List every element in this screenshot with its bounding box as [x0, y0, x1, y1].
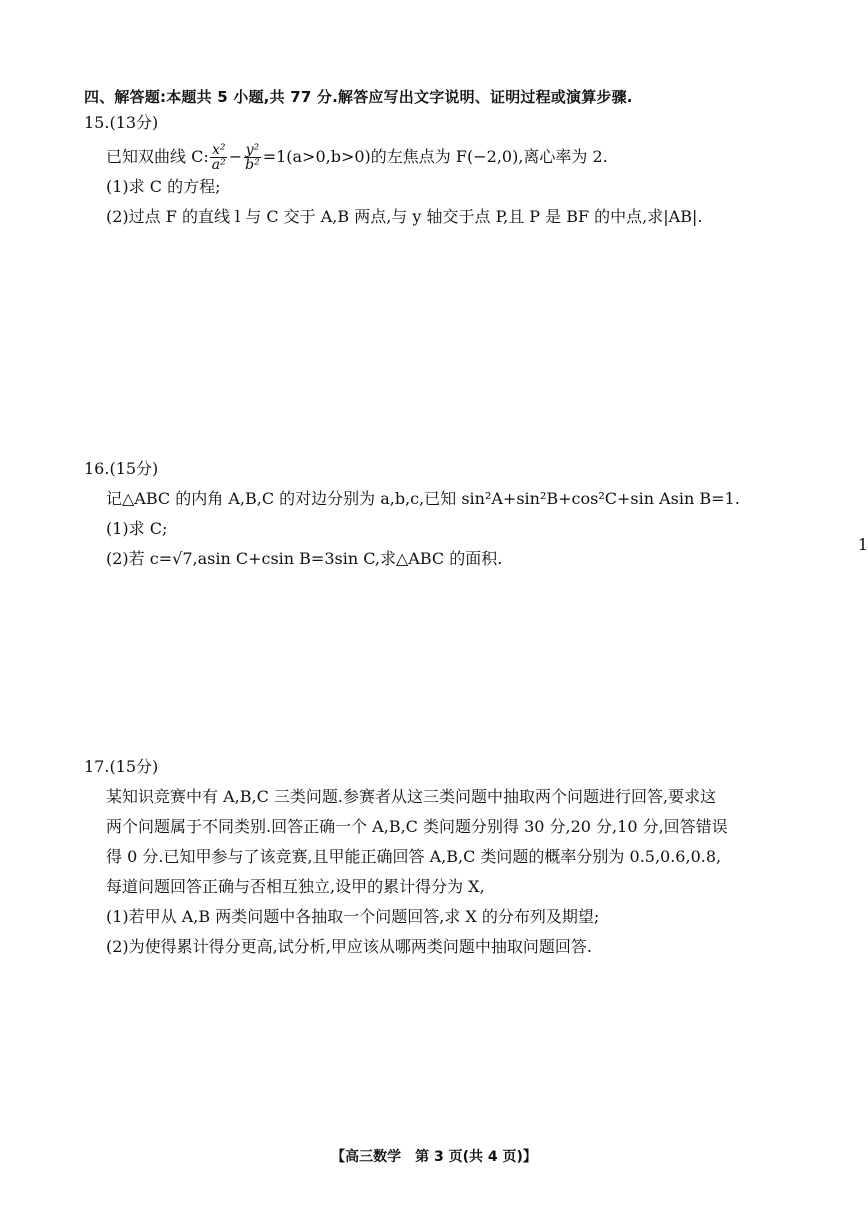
question-17-part-2: (2)为使得累计得分更高,试分析,甲应该从哪两类问题中抽取问题回答.: [106, 937, 592, 956]
question-17-line-3: 得 0 分.已知甲参与了该竞赛,且甲能正确回答 A,B,C 类问题的概率分别为 0.5,0.6,0.8,: [106, 847, 722, 866]
question-17-number: 17.(15分): [84, 757, 159, 776]
question-17: [84, 756, 784, 962]
question-16-intro: 记△ABC 的内角 A,B,C 的对边分别为 a,b,c,已知 sin²A+sin²B+cos²C+sin Asin B=1.: [106, 489, 740, 508]
fraction-x2-a2: [210, 143, 228, 172]
q15-intro-pre: 已知双曲线 C:: [106, 147, 209, 166]
question-15-part-2: (2)过点 F 的直线 l 与 C 交于 A,B 两点,与 y 轴交于点 P,且 P 是 BF 的中点,求|AB|.: [106, 207, 703, 226]
frac-denominator: b²: [245, 157, 260, 173]
frac-numerator: y²: [245, 142, 260, 158]
question-16: [84, 458, 784, 574]
page-footer: 【高三数学 第 3 页(共 4 页)】: [331, 1149, 537, 1165]
question-16-part-1: (1)求 C;: [106, 519, 168, 538]
page-edge-mark: 1: [857, 535, 868, 554]
question-16-number: 16.(15分): [84, 459, 159, 478]
question-15-intro: [84, 142, 784, 172]
frac-numerator: x²: [211, 142, 226, 158]
question-17-line-4: 每道问题回答正确与否相互独立,设甲的累计得分为 X,: [106, 877, 485, 896]
q15-intro-post: =1(a>0,b>0)的左焦点为 F(−2,0),离心率为 2.: [262, 147, 608, 166]
question-17-part-1: (1)若甲从 A,B 两类问题中各抽取一个问题回答,求 X 的分布列及期望;: [106, 907, 600, 926]
question-15-number: 15.(13分): [84, 113, 159, 132]
fraction-y2-b2: [243, 143, 262, 172]
question-15-part-1: (1)求 C 的方程;: [106, 177, 221, 196]
frac-denominator: a²: [211, 157, 226, 173]
question-16-part-2: (2)若 c=√7,asin C+csin B=3sin C,求△ABC 的面积.: [106, 549, 503, 568]
question-15: [84, 112, 784, 232]
question-17-line-2: 两个问题属于不同类别.回答正确一个 A,B,C 类问题分别得 30 分,20 分,10 分,回答错误: [106, 817, 728, 836]
question-17-line-1: 某知识竞赛中有 A,B,C 三类问题.参赛者从这三类问题中抽取两个问题进行回答,要求这: [106, 787, 717, 806]
minus-sign: −: [228, 147, 243, 166]
section-heading: 四、解答题:本题共 5 小题,共 77 分.解答应写出文字说明、证明过程或演算步骤.: [84, 88, 633, 106]
